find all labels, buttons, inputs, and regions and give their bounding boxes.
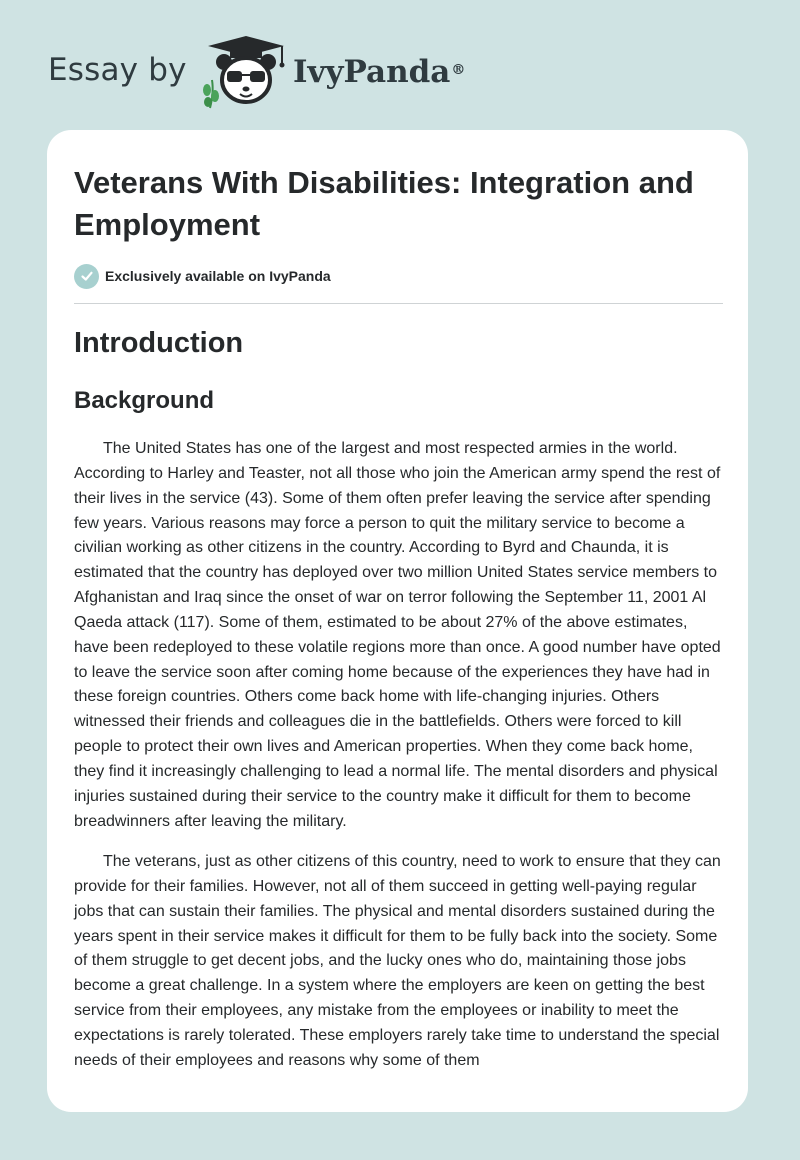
paragraph-1: The United States has one of the largest and most respected armies in the world. According to Harley and Teaster, not all those who join the American army spend the rest of their lives in the service (43). Some of them often prefer leaving the service after spending few years. Various reasons may force a person to quit the military service to become a civilian working as other citizens in the country. According to Byrd and Chaunda, it is estimated that the country has deployed over two million United States service members to Afghanistan and Iraq since the onset of war on terror following the September 11, 2001 Al Qaeda attack (117). Some of them, estimated to be about 27% of the above estimates, have been redeployed to these volatile regions more than once. A good number have opted to leave the service soon after coming home because of the experiences they have had in these foreign countries. Others come back home with life-changing injuries. Others witnessed their friends and colleagues die in the battlefields. Others were forced to kill people to protect their own lives and American properties. When they come back home, they find it increasingly challenging to lead a normal life. The mental disorders and physical injuries sustained during their service to the country make it difficult for them to become breadwinners after leaving the military.: [74, 440, 721, 830]
exclusive-badge: [74, 263, 331, 289]
essay-card: [47, 130, 748, 1112]
title-divider: [74, 303, 723, 304]
brand-wordmark: IvyPanda: [293, 54, 451, 90]
site-header: [0, 0, 800, 120]
section-heading-introduction: Introduction: [74, 327, 244, 359]
exclusive-badge-text: Exclusively available on IvyPanda: [105, 268, 331, 284]
brand-name[interactable]: [293, 52, 465, 92]
essay-title: Veterans With Disabilities: Integration and Employment: [74, 165, 694, 242]
subsection-heading-background: Background: [74, 387, 215, 414]
essay-by-label: Essay by: [48, 52, 187, 88]
checkmark-icon: [74, 264, 99, 289]
registered-mark: ®: [451, 62, 466, 78]
paragraph-2: The veterans, just as other citizens of this country, need to work to ensure that they can provide for their families. However, not all of them succeed in getting well-paying regular jobs that can sustain their families. The physical and mental disorders sustained during the years spent in their service makes it difficult for them to be fully back into the society. Some of them struggle to get decent jobs, and the lucky ones who do, maintaining those jobs become a great challenge. In a system where the employers are keen on getting the best service from their employees, any mistake from the employees or inability to meet the expectations is rarely tolerated. These employers rarely take time to understand the special needs of their employees and reasons why some of them: [74, 853, 721, 1069]
panda-graduate-icon[interactable]: [200, 34, 290, 114]
